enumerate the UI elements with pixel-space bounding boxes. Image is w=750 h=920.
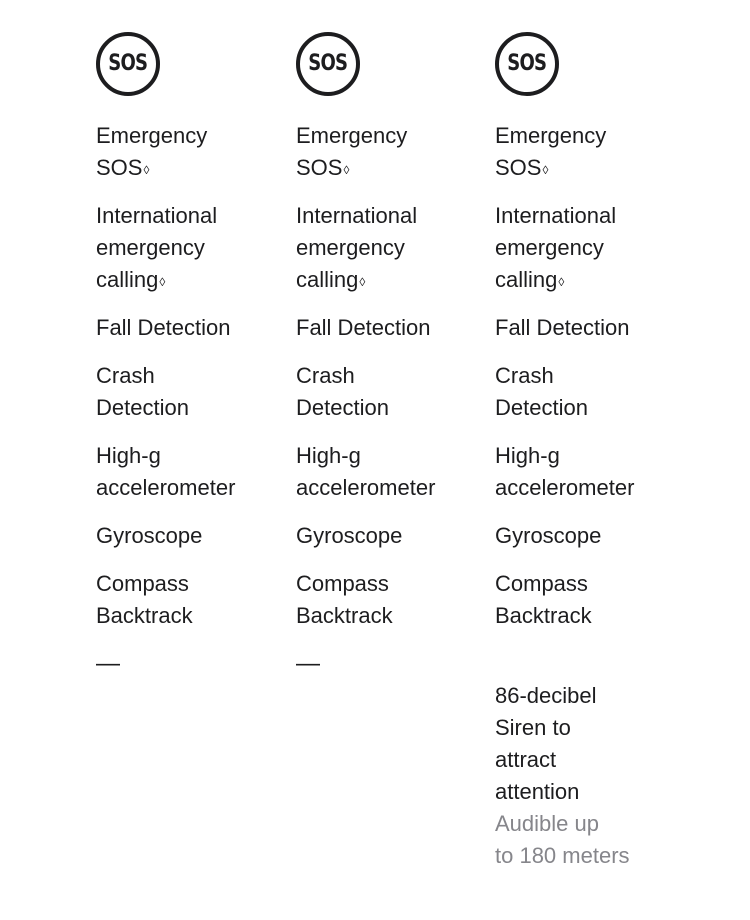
feature-fall-detection: Fall Detection: [296, 315, 431, 340]
feature-high-g-accelerometer: High-g accelerometer: [296, 443, 436, 500]
feature-fall-detection: Fall Detection: [495, 315, 630, 340]
footnote-mark: ◊: [159, 275, 166, 289]
sos-icon: [96, 32, 160, 96]
footnote-mark: ◊: [143, 163, 150, 177]
sos-icon: [296, 32, 360, 96]
sos-icon-label: SOS: [308, 51, 348, 76]
feature-emergency-sos: [296, 120, 476, 184]
feature-high-g-accelerometer: High-g accelerometer: [495, 443, 635, 500]
feature-siren-label: 86-decibel Siren to attract attention: [495, 683, 597, 804]
feature-emergency-sos-label: Emergency SOS: [495, 123, 607, 180]
footnote-mark: ◊: [359, 275, 366, 289]
feature-international-calling-label: International emergency calling: [296, 203, 418, 292]
feature-gyroscope: Gyroscope: [96, 523, 203, 548]
sos-icon-label: SOS: [507, 51, 547, 76]
feature-list: [495, 120, 675, 904]
feature-fall-detection: Fall Detection: [96, 315, 231, 340]
feature-list: [296, 120, 476, 680]
feature-emergency-sos-label: Emergency SOS: [296, 123, 408, 180]
feature-international-calling: [495, 200, 675, 296]
feature-crash-detection: Crash Detection: [96, 363, 189, 420]
feature-siren-unavailable: —: [96, 650, 120, 677]
footnote-mark: ◊: [558, 275, 565, 289]
feature-siren: [495, 648, 675, 904]
comparison-column-1: [96, 32, 276, 696]
feature-siren-unavailable: —: [296, 650, 320, 677]
sos-icon-label: SOS: [108, 51, 148, 76]
footnote-mark: ◊: [542, 163, 549, 177]
feature-list: [96, 120, 276, 680]
feature-international-calling-label: International emergency calling: [495, 203, 617, 292]
sos-icon: [495, 32, 559, 96]
feature-compass-backtrack: Compass Backtrack: [495, 571, 592, 628]
comparison-column-2: [296, 32, 476, 696]
feature-crash-detection: Crash Detection: [296, 363, 389, 420]
feature-international-calling: [96, 200, 276, 296]
feature-gyroscope: Gyroscope: [296, 523, 403, 548]
feature-emergency-sos: [495, 120, 675, 184]
feature-international-calling-label: International emergency calling: [96, 203, 218, 292]
feature-siren-detail: Audible up to 180 meters: [495, 811, 630, 868]
footnote-mark: ◊: [343, 163, 350, 177]
feature-gyroscope: Gyroscope: [495, 523, 602, 548]
feature-high-g-accelerometer: High-g accelerometer: [96, 443, 236, 500]
feature-emergency-sos-label: Emergency SOS: [96, 123, 208, 180]
feature-crash-detection: Crash Detection: [495, 363, 588, 420]
feature-emergency-sos: [96, 120, 276, 184]
feature-compass-backtrack: Compass Backtrack: [96, 571, 193, 628]
comparison-column-3: [495, 32, 675, 920]
feature-international-calling: [296, 200, 476, 296]
feature-compass-backtrack: Compass Backtrack: [296, 571, 393, 628]
